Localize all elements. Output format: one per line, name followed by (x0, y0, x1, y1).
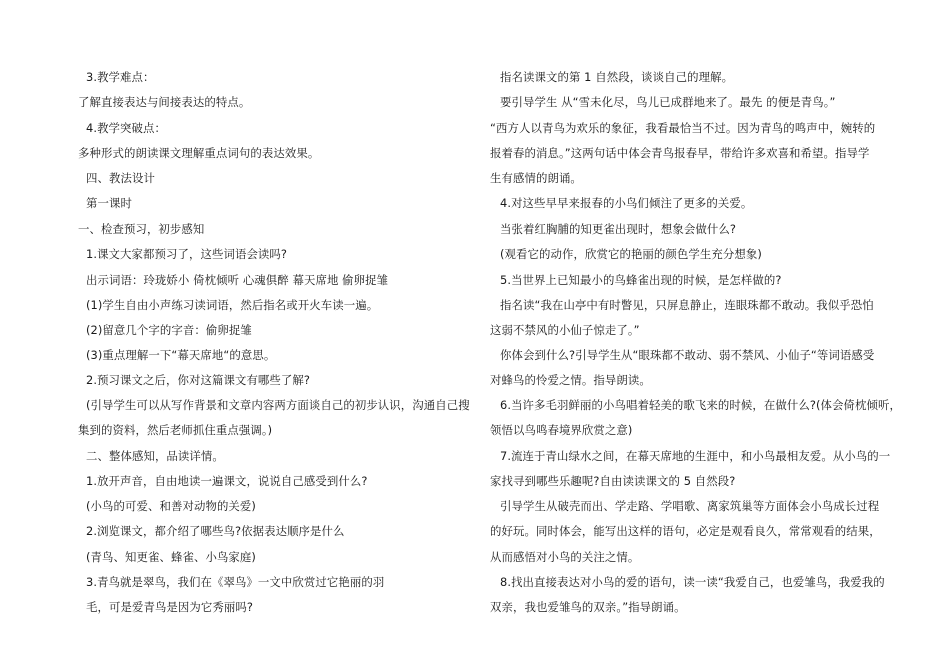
left-line-15: 集到的资料，然后老师抓住重点强调。) (78, 423, 273, 437)
right-line-20: 从而感悟对小鸟的关注之情。 (490, 550, 640, 564)
left-line-12: (3)重点理解一下“幕天席地“的意思。 (86, 348, 276, 362)
right-line-3: “西方人以青鸟为欢乐的象征，我看最恰当不过。因为青鸟的鸣声中，婉转的 (490, 121, 876, 135)
right-line-4: 报着春的消息。”这两句话中体会青鸟报春早，带给许多欢喜和希望。指导学 (490, 146, 870, 160)
right-line-1: 指名读课文的第 1 自然段，谈谈自己的理解。 (500, 70, 734, 84)
left-line-6: 第一课时 (86, 196, 132, 210)
right-line-2: 要引导学生 从“雪未化尽，鸟儿已成群地来了。最先 的便是青鸟。” (500, 95, 836, 109)
left-line-9: 出示词语：玲珑娇小 倚枕倾听 心魂俱醉 幕天席地 偷卵捉雏 (86, 273, 389, 287)
right-line-18: 引导学生从破壳而出、学走路、学唱歌、离家筑巢等方面体会小鸟成长过程 (500, 499, 880, 513)
right-line-22: 双亲，我也爱雏鸟的双亲。”指导朗诵。 (490, 600, 686, 614)
left-line-7: 一、检查预习，初步感知 (78, 222, 205, 236)
right-line-8: (观看它的动作，欣赏它的艳丽的颜色学生充分想象) (500, 247, 762, 261)
right-line-17: 家找寻到哪些乐趣呢?自由读读课文的 5 自然段? (490, 474, 736, 488)
left-line-17: 1.放开声音，自由地读一遍课文，说说自己感受到什么? (86, 474, 368, 488)
right-line-13: 对蜂鸟的怜爱之情。指导朗读。 (490, 373, 651, 387)
left-line-1: 3.教学难点： (86, 70, 155, 84)
right-line-21: 8.找出直接表达对小鸟的爱的语句，读一读“我爱自己，也爱雏鸟，我爱我的 (500, 575, 885, 589)
left-line-11: (2)留意几个字的字音：偷卵捉雏 (86, 323, 252, 337)
left-line-10: (1)学生自由小声练习读词语，然后指名或开火车读一遍。 (86, 298, 379, 312)
left-column (78, 0, 478, 672)
left-line-5: 四、教法设计 (86, 171, 155, 185)
right-line-7: 当张着红胸脯的知更雀出现时，想象会做什么? (500, 222, 736, 236)
right-line-10: 指名读“我在山亭中有时瞥见，只屏息静止，连眼珠都不敢动。我似乎恐怕 (500, 298, 874, 312)
right-line-6: 4.对这些早早来报春的小鸟们倾注了更多的关爱。 (500, 196, 753, 210)
right-line-16: 7.流连于青山绿水之间，在幕天席地的生涯中，和小鸟最相友爱。从小鸟的一 (500, 449, 891, 463)
left-line-20: (青鸟、知更雀、蜂雀、小鸟家庭) (86, 550, 256, 564)
left-line-16: 二、整体感知，品读详情。 (86, 449, 224, 463)
left-line-18: (小鸟的可爱、和善对动物的关爱) (86, 499, 256, 513)
left-line-19: 2.浏览课文，都介绍了哪些鸟?依据表达顺序是什么 (86, 524, 345, 538)
right-line-12: 你体会到什么?引导学生从“眼珠都不敢动、弱不禁风、小仙子“等词语感受 (500, 348, 875, 362)
left-line-2: 了解直接表达与间接表达的特点。 (78, 95, 251, 109)
right-line-19: 的好玩。同时体会，能写出这样的语句，必定是观看良久，常常观看的结果， (490, 524, 881, 538)
right-line-11: 这弱不禁风的小仙子惊走了。” (490, 323, 640, 337)
left-line-22: 毛，可是爱青鸟是因为它秀丽吗? (86, 600, 254, 614)
left-line-3: 4.教学突破点： (86, 121, 167, 135)
left-line-4: 多种形式的朗读课文理解重点词句的表达效果。 (78, 146, 320, 160)
left-line-8: 1.课文大家都预习了，这些词语会读吗? (86, 247, 288, 261)
right-line-14: 6.当许多毛羽鲜丽的小鸟唱着轻美的歌飞来的时候，在做什么?(体会倚枕倾听， (500, 398, 901, 412)
right-line-5: 生有感情的朗诵。 (490, 171, 582, 185)
left-line-13: 2.预习课文之后，你对这篇课文有哪些了解? (86, 373, 311, 387)
right-line-9: 5.当世界上已知最小的鸟蜂雀出现的时候，是怎样做的? (500, 273, 782, 287)
left-line-14: (引导学生可以从写作背景和文章内容两方面谈自己的初步认识，沟通自己搜 (86, 398, 470, 412)
right-column (490, 0, 901, 672)
left-line-21: 3.青鸟就是翠鸟，我们在《翠鸟》一文中欣赏过它艳丽的羽 (86, 575, 385, 589)
right-line-15: 领悟以鸟鸣春境界欣赏之意) (490, 423, 633, 437)
